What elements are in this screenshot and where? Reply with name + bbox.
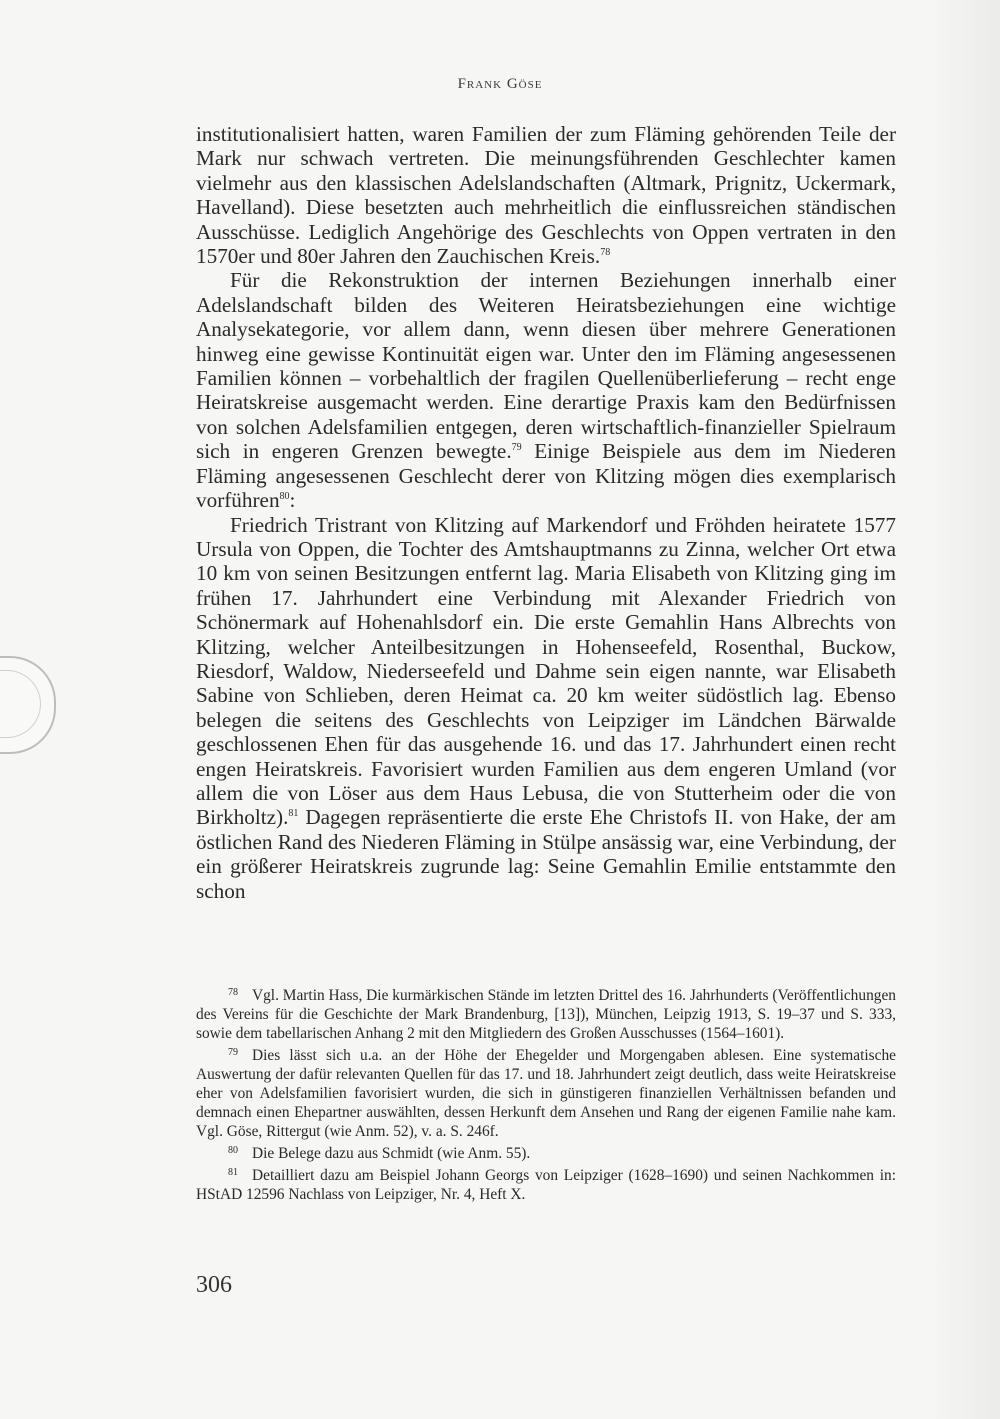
paragraph-2: [196, 268, 896, 512]
paragraph-3-text-cont: Dagegen repräsentierte die erste Ehe Christofs II. von Hake, der am östlichen Rand des Niederen Fläming in Stülpe ansässig war, eine Verbindung, der ein größerer Heiratskreis zugrunde lag: Seine Gemahlin Emilie entstammte den schon: [196, 805, 896, 903]
footnote-79: [196, 1046, 896, 1141]
footnote-81: [196, 1166, 896, 1204]
footnote-number: 78: [228, 987, 238, 998]
footnote-ref-79[interactable]: 79: [511, 442, 522, 454]
paragraph-1: [196, 122, 896, 268]
paragraph-2-text: Für die Rekonstruktion der internen Beziehungen innerhalb einer Adelslandschaft bilden des Weiteren Heiratsbeziehungen eine wichtige Analysekategorie, vor allem dann, wenn diesen über mehrere Generationen hinweg eine gewisse Kontinuität eigen war. Unter den im Fläming angesessenen Familien können – vorbehaltlich der fragilen Quellenüberlieferung – recht enge Heiratskreise ausgemacht werden. Eine derartige Praxis kam den Bedürfnissen von solchen Adelsfamilien entgegen, deren wirtschaftlich-finanzieller Spielraum sich in engeren Grenzen bewegte.: [196, 268, 896, 464]
footnote-text: Die Belege dazu aus Schmidt (wie Anm. 55).: [252, 1145, 531, 1162]
footnote-ref-78[interactable]: 78: [600, 246, 611, 258]
footnote-80: [196, 1144, 896, 1163]
paragraph-3-text: Friedrich Tristrant von Klitzing auf Markendorf und Fröhden heiratete 1577 Ursula von Oppen, die Tochter des Amtshauptmanns zu Zinna, welcher Ort etwa 10 km von seinen Besitzungen entfernt lag. Maria Elisabeth von Klitzing ging im frühen 17. Jahrhundert eine Verbindung mit Alexander Friedrich von Schönermark auf Hohenahlsdorf ein. Die erste Gemahlin Hans Albrechts von Klitzing, welcher Anteilbesitzungen in Hohenseefeld, Rosenthal, Buckow, Riesdorf, Waldow, Niederseefeld und Dahme sein eigen nannte, war Elisabeth Sabine von Schlieben, deren Heimat ca. 20 km weiter südöstlich lag. Ebenso belegen die seitens des Geschlechts von Leipziger im Ländchen Bärwalde geschlossenen Ehen für das ausgehende 16. und das 17. Jahrhundert einen recht engen Heiratskreis. Favorisiert wurden Familien aus dem engeren Umland (vor allem die von Löser aus dem Haus Lebusa, die von Stutterheim oder die von Birkholtz).: [196, 512, 896, 830]
footnote-text: Vgl. Martin Hass, Die kurmärkischen Stände im letzten Drittel des 16. Jahrhunderts (Veröffentlichungen des Vereins für die Geschichte der Mark Brandenburg, [13]), München, Leipzig 1913, S. 19–37 und S. 333, sowie dem tabellarischen Anhang 2 mit den Mitgliedern des Großen Ausschusses (1564–1601).: [196, 987, 896, 1042]
page-number: 306: [196, 1272, 232, 1298]
footnote-number: 80: [228, 1145, 238, 1156]
main-text: [196, 122, 896, 903]
paragraph-2-text-cont: Einige Beispiele aus dem im Niederen Fläming angesessenen Geschlecht derer von Klitzing mögen dies exemplarisch vorführen: [196, 439, 896, 513]
footnote-number: 79: [228, 1047, 238, 1058]
footnote-78: [196, 986, 896, 1043]
paragraph-3: [196, 513, 896, 904]
footnotes: [196, 986, 896, 1207]
footnote-number: 81: [228, 1167, 238, 1178]
footnote-ref-80[interactable]: 80: [279, 491, 290, 503]
paragraph-2-text-end: :: [289, 488, 296, 513]
running-header: Frank Göse: [457, 76, 543, 92]
footnote-text: Detailliert dazu am Beispiel Johann Georgs von Leipziger (1628–1690) und seinen Nachkommen in: HStAD 12596 Nachlass von Leipziger, Nr. 4, Heft X.: [196, 1167, 896, 1203]
footnote-text: Dies lässt sich u.a. an der Höhe der Ehegelder und Morgengaben ablesen. Eine systematische Auswertung der dafür relevanten Quellen für das 17. und 18. Jahrhundert zeigt deutlich, dass weite Heiratskreise eher von Adelsfamilien favorisiert wurden, die sich in günstigeren finanziellen Verhältnissen befanden und demnach einen Ehepartner auswählten, dessen Herkunft dem Ansehen und Rang der eigenen Familie nahe kam. Vgl. Göse, Rittergut (wie Anm. 52), v. a. S. 246f.: [196, 1047, 896, 1140]
paragraph-1-text: institutionalisiert hatten, waren Familien der zum Fläming gehörenden Teile der Mark nur schwach vertreten. Die meinungsführenden Geschlechter kamen vielmehr aus den klassischen Adelslandschaften (Altmark, Prignitz, Uckermark, Havelland). Diese besetzten auch mehrheitlich die einflussreichen ständischen Ausschüsse. Lediglich Angehörige des Geschlechts von Oppen vertraten in den 1570er und 80er Jahren den Zauchischen Kreis.: [196, 122, 896, 269]
footnote-ref-81[interactable]: 81: [288, 808, 299, 820]
facing-page-bleed: [930, 0, 1000, 1419]
